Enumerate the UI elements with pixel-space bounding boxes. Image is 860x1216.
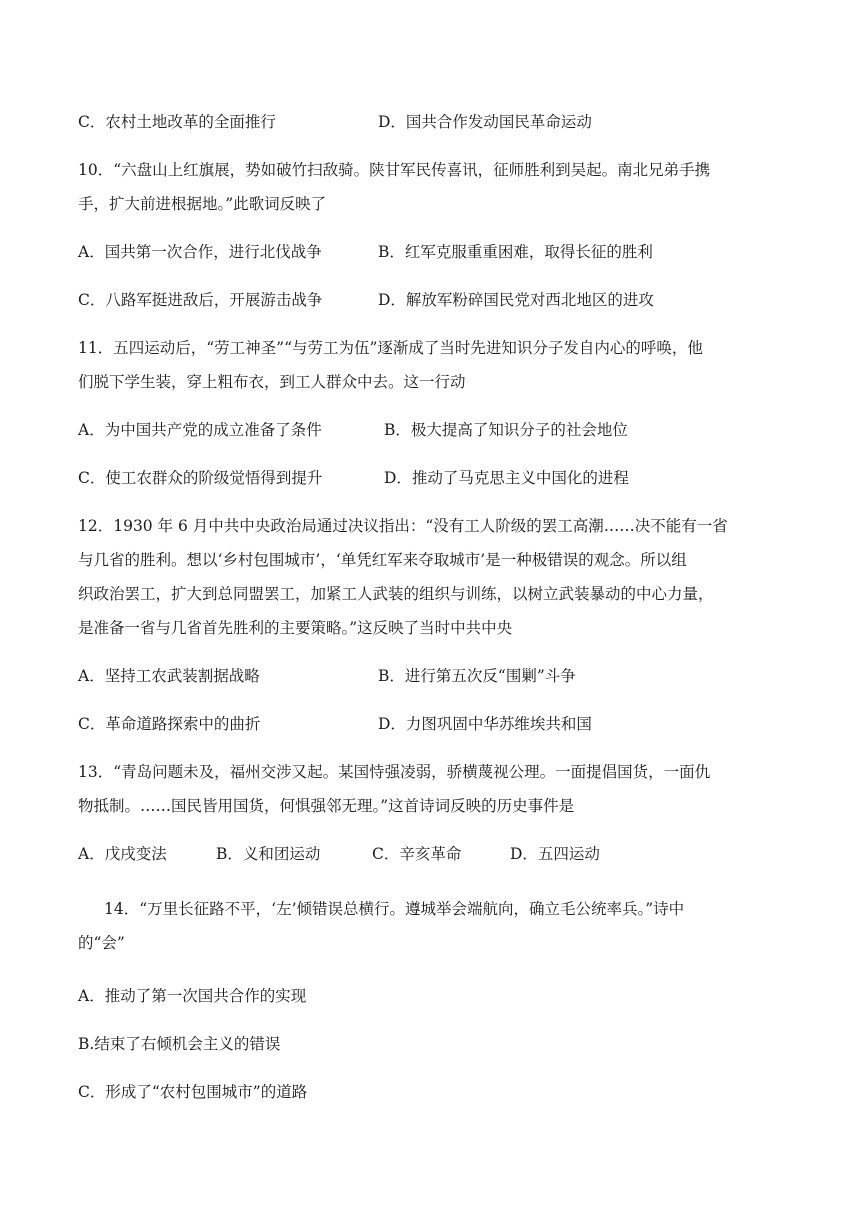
q10-option-a: A．国共第一次合作，进行北伐战争 <box>78 243 322 261</box>
q12-option-c: C．革命道路探索中的曲折 <box>78 715 261 733</box>
q12-stem-line-2: 与几省的胜利。想以‘乡村包围城市’，‘单凭红军来夺取城市’是一种极错误的观念。所以组 <box>78 551 687 569</box>
q11-option-c: C．使工农群众的阶级觉悟得到提升 <box>78 469 323 487</box>
q10-stem-line-1: 10．“六盘山上红旗展，势如破竹扫敌骑。陕甘军民传喜讯，征师胜利到吴起。南北兄弟手携 <box>78 161 711 179</box>
q10-option-d: D．解放军粉碎国民党对西北地区的进攻 <box>378 291 654 309</box>
q12-stem-line-1: 12．1930 年 6 月中共中央政治局通过决议指出：“没有工人阶级的罢工高潮……决不能有一省 <box>78 517 728 535</box>
q12-stem-line-4: 是准备一省与几省首先胜利的主要策略。”这反映了当时中共中央 <box>78 619 513 637</box>
q13-option-a: A．戊戌变法 <box>78 845 167 863</box>
q13-option-d: D．五四运动 <box>510 845 600 863</box>
q14-stem-line-2: 的“会” <box>78 934 125 952</box>
q10-stem-line-2: 手，扩大前进根据地。”此歌词反映了 <box>78 195 327 213</box>
q11-stem-line-2: 们脱下学生装，穿上粗布衣，到工人群众中去。这一行动 <box>78 373 466 391</box>
q14-stem-line-1: 14．“万里长征路不平，‘左’倾错误总横行。遵城举会端航向，确立毛公统率兵。”诗中 <box>104 900 685 918</box>
q11-option-d: D．推动了马克思主义中国化的进程 <box>384 469 629 487</box>
q14-option-b: B.结束了右倾机会主义的错误 <box>78 1035 281 1053</box>
q12-stem-line-3: 织政治罢工，扩大到总同盟罢工，加紧工人武装的组织与训练，以树立武装暴动的中心力量， <box>78 585 714 603</box>
q9-option-d: D．国共合作发动国民革命运动 <box>378 113 592 131</box>
q10-option-c: C．八路军挺进敌后，开展游击战争 <box>78 291 323 309</box>
q14-option-c: C．形成了“农村包围城市”的道路 <box>78 1083 308 1101</box>
q11-stem-line-1: 11．五四运动后，“劳工神圣”“与劳工为伍”逐渐成了当时先进知识分子发自内心的呼唤，他 <box>78 339 703 357</box>
q9-option-c: C．农村土地改革的全面推行 <box>78 113 276 131</box>
q13-stem-line-2: 物抵制。……国民皆用国货，何惧强邻无理。”这首诗词反映的历史事件是 <box>78 797 575 815</box>
q10-option-b: B．红军克服重重困难，取得长征的胜利 <box>378 243 653 261</box>
q13-option-b: B．义和团运动 <box>216 845 321 863</box>
q13-option-c: C．辛亥革命 <box>372 845 462 863</box>
q12-option-a: A．坚持工农武装割据战略 <box>78 667 260 685</box>
q11-option-a: A．为中国共产党的成立准备了条件 <box>78 421 322 439</box>
q13-stem-line-1: 13．“青岛问题未及，福州交涉又起。某国恃强凌弱，骄横蔑视公理。一面提倡国货，一面仇 <box>78 763 711 781</box>
q14-option-a: A．推动了第一次国共合作的实现 <box>78 987 307 1005</box>
q12-option-b: B．进行第五次反“围剿”斗争 <box>378 667 576 685</box>
q12-option-d: D．力图巩固中华苏维埃共和国 <box>378 715 592 733</box>
q11-option-b: B．极大提高了知识分子的社会地位 <box>384 421 628 439</box>
